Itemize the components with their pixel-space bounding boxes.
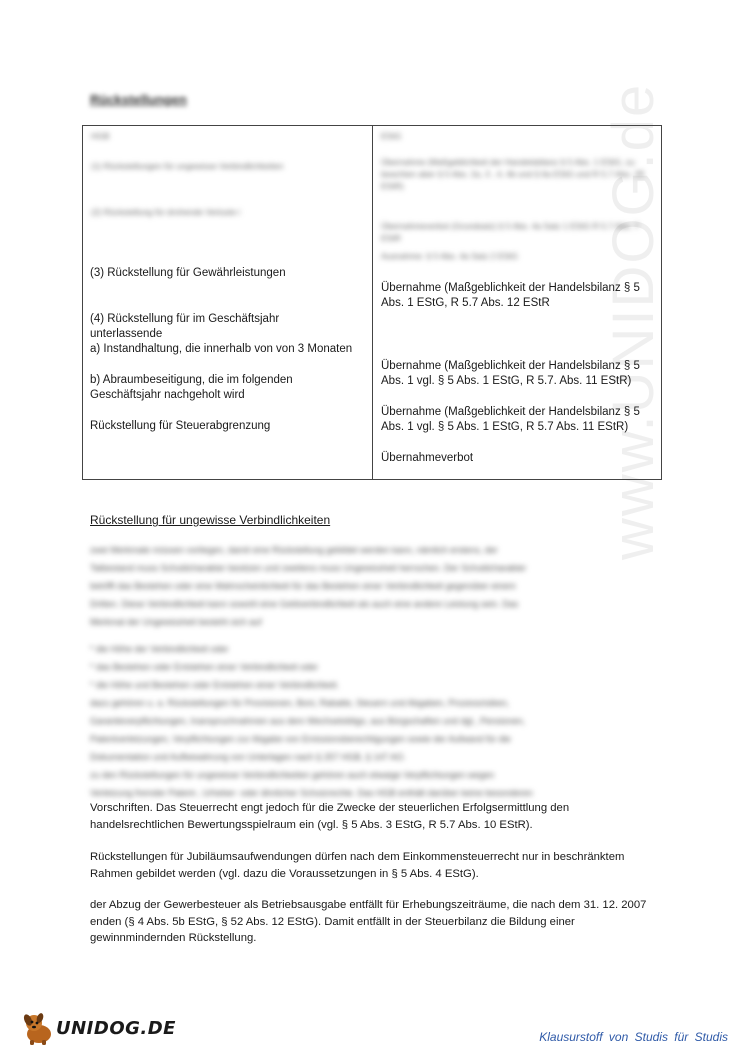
blurred-line: dazu gehören u. a. Rückstellungen für Provisionen, Boni, Rabatte, Steuern und Abgaben, Prozessrisiken, [90,698,510,708]
unidog-logo[interactable] [22,1012,176,1046]
blurred-line: Patentverletzungen, Verpflichtungen zur Abgabe von Emissionsberechtigungen sowie der Aufwand für die [90,734,511,744]
blurred-left-2: (2) Rückstellung für drohende Verluste i [91,207,241,217]
paragraph-line: enden (§ 4 Abs. 5b EStG, § 52 Abs. 12 EStG). Damit entfällt in der Steuerbilanz die Bildung einer [90,915,575,928]
header-estg: EStG [381,131,402,141]
paragraph-line: der Abzug der Gewerbesteuer als Betriebsausgabe entfällt für Erhebungszeiträume, die nach dem 31. 12. 2007 [90,899,647,911]
footer-slogan: Klausurstoff von Studis für Studis [539,1030,728,1044]
paragraph-line: handelsrechtlichen Bewertungsspielraum ein (vgl. § 5 Abs. 3 EStG, R 5.7 Abs. 10 EStR). [90,818,533,831]
paragraph-line: Vorschriften. Das Steuerrecht engt jedoch für die Zwecke der steuerlichen Erfolgsermittlung den [90,802,570,814]
paragraph-1 [90,800,655,833]
blurred-bullet: * die Höhe der Verbindlichkeit oder [90,644,229,654]
right-r1-line1: Übernahme (Maßgeblichkeit der Handelsbilanz § 5 [381,282,640,294]
row-item4b-line1: b) Abraumbeseitigung, die im folgenden [90,374,293,386]
right-r2-line2: Abs. 1 vgl. § 5 Abs. 1 EStG, R 5.7. Abs. 11 EStR) [381,375,632,387]
comparison-table [82,125,662,480]
row-gewaehrleistungen: (3) Rückstellung für Gewährleistungen [90,267,286,279]
paragraph-2 [90,849,655,882]
right-r1-line2: Abs. 1 EStG, R 5.7 Abs. 12 EStR [381,297,550,309]
paragraph-line: Rückstellungen für Jubiläumsaufwendungen dürfen nach dem Einkommensteuerrecht nur in beschränktem [90,851,625,863]
blurred-paragraph-2 [90,694,655,802]
row-item4-line1: (4) Rückstellung für im Geschäftsjahr [90,313,280,325]
row-steuerabgrenzung: Rückstellung für Steuerabgrenzung [90,420,271,432]
blurred-line: betrifft das Bestehen oder eine Wahrscheinlichkeit für das Bestehen einer Verbindlichkeit gegenüber einem [90,581,516,591]
blurred-right-3: Ausnahme: § 5 Abs. 4a Satz 2 EStG [381,251,519,261]
row-item4b-line2: Geschäftsjahr nachgeholt wird [90,389,245,401]
right-r3-line1: Übernahme (Maßgeblichkeit der Handelsbilanz § 5 [381,406,640,418]
blurred-line: Dritten. Diese Verbindlichkeit kann sowohl eine Geldverbindlichkeit als auch eine andere Leistung sein. Das [90,599,519,609]
blurred-table-header [83,126,661,266]
logo-text: UNIDOG.DE [56,1018,176,1039]
blurred-bullets [90,640,655,694]
header-hgb: HGB [91,131,110,141]
row-item4-line2: unterlassende [90,328,163,340]
dog-icon [22,1012,58,1046]
blurred-line: Dokumentation und Aufbewahrung von Unterlagen nach § 257 HGB, § 147 AO. [90,752,406,762]
watermark: www.UNIDOG.de [601,82,666,560]
blurred-left-1: (1) Rückstellungen für ungewisse Verbindlichkeiten [91,161,284,171]
blurred-bullet: * die Höhe und Bestehen oder Entstehen einer Verbindlichkeit. [90,680,340,690]
right-r3-line2: Abs. 1 vgl. § 5 Abs. 1 EStG, R 5.7 Abs. 11 EStR) [381,421,629,433]
right-r2-line1: Übernahme (Maßgeblichkeit der Handelsbilanz § 5 [381,360,640,372]
blurred-bullet: * das Bestehen oder Entstehen einer Verbindlichkeit oder [90,662,319,672]
section-heading: Rückstellung für ungewisse Verbindlichkeiten [90,513,331,527]
paragraph-line: gewinnmindernden Rückstellung. [90,932,257,944]
blurred-line: zwei Merkmale müssen vorliegen, damit eine Rückstellung gebildet werden kann, nämlich erstens, der [90,545,498,555]
blurred-paragraph [90,541,655,631]
paragraph-3 [90,897,655,947]
paragraph-line: Rahmen gebildet werden (vgl. dazu die Voraussetzungen in § 5 Abs. 4 EStG). [90,867,479,880]
blurred-right-2: Übernahmeverbot (Grundsatz) § 5 Abs. 4a Satz 1 EStG R 5.7 Abs. 7 EStR [381,221,639,243]
right-r4: Übernahmeverbot [381,452,474,464]
blurred-line: Merkmal der Ungewissheit besteht sich auf [90,617,262,627]
blurred-line: zu den Rückstellungen für ungewisse Verbindlichkeiten gehören auch etwaige Verpflichtungen wegen [90,770,495,780]
blurred-line: Verletzung fremder Patent-, Urheber- oder ähnlicher Schutzrechte. Das HGB enthält darüber keine besonderen [90,788,533,798]
blurred-line: Garantieverpflichtungen, Inanspruchnahmen aus dem Wechselobligo, aus Bürgschaften und dgl., Pensionen, [90,716,526,726]
blurred-right-1: Übernahme (Maßgeblichkeit der Handelsbilanz § 5 Abs. 1 EStG, zu beachten aber § 5 Abs. 2a, 3 , 4, 4b und § 6a EStG und R 5.7 Abs. 2ff. EStR) [381,157,646,191]
blurred-line: Tatbestand muss Schuldcharakter besitzen und zweitens muss Ungewissheit herrschen. Der Schuldcharakter [90,563,527,573]
row-item4a: a) Instandhaltung, die innerhalb von von 3 Monaten [90,343,353,355]
page-title: Rückstellungen [90,92,187,107]
